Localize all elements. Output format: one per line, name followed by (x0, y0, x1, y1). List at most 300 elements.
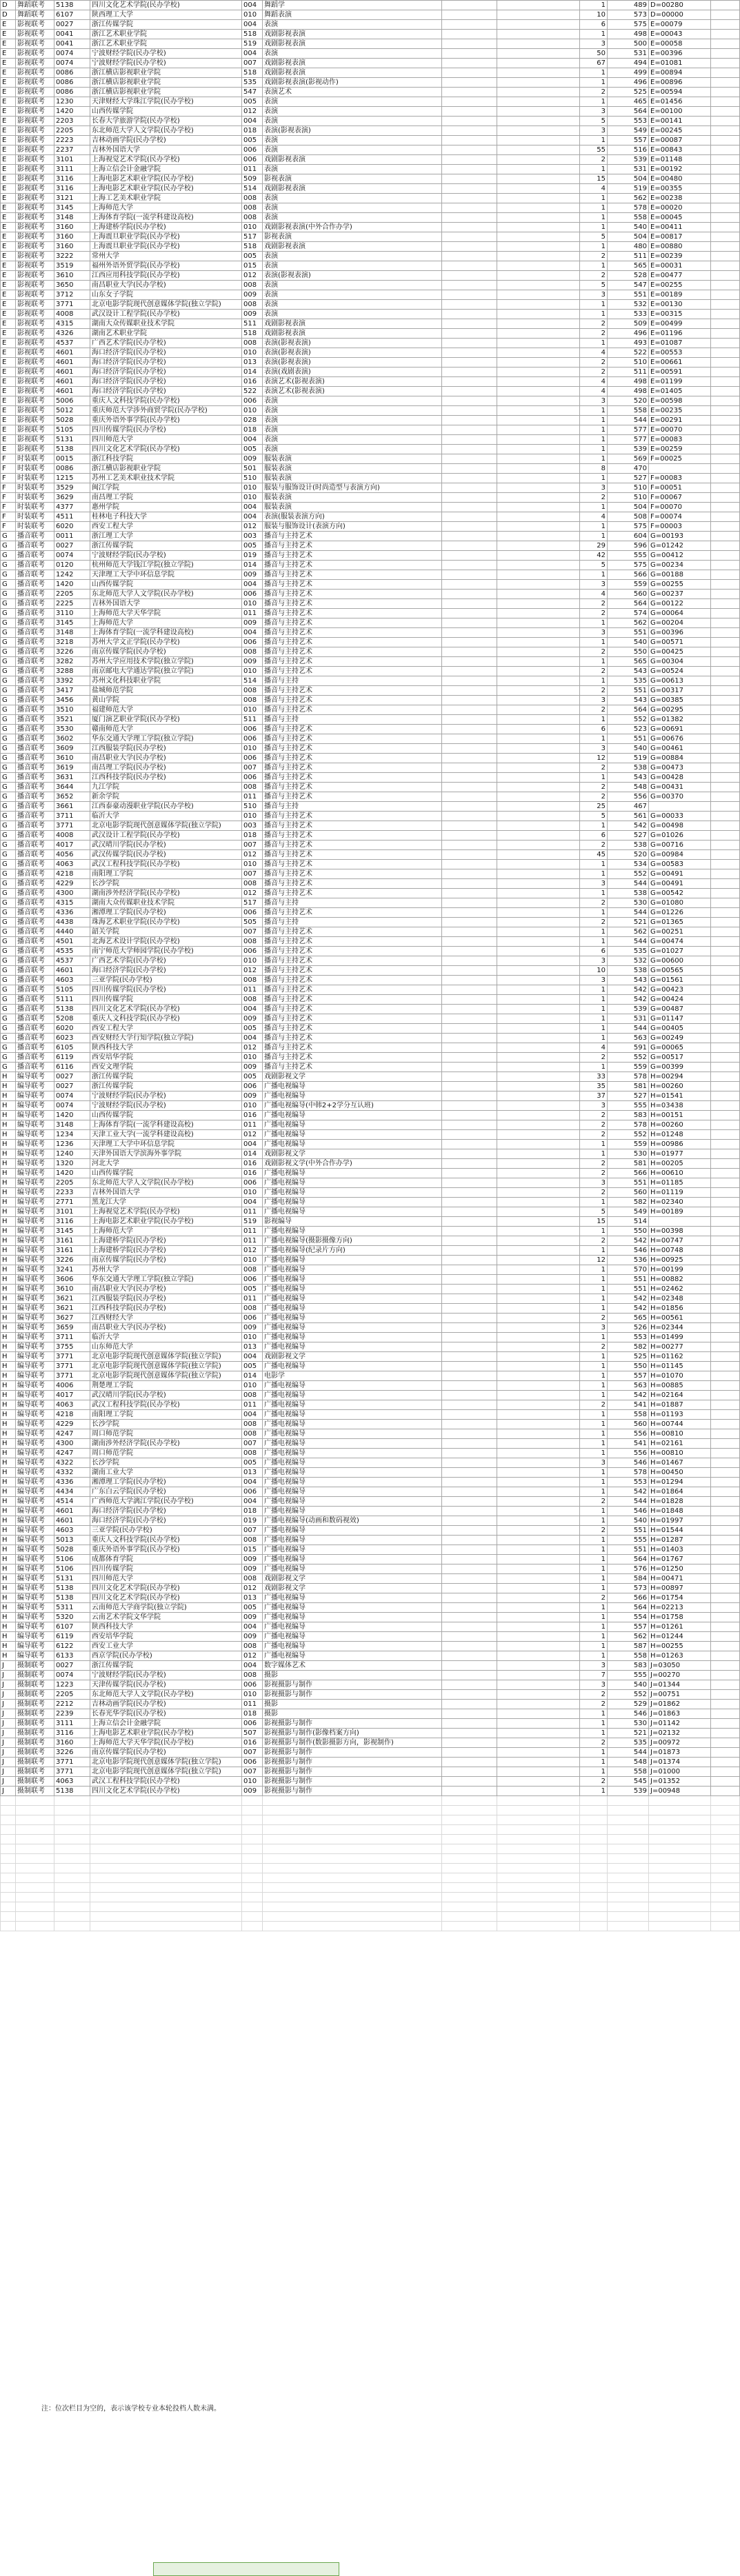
empty-cell[interactable] (442, 1458, 497, 1468)
empty-cell[interactable] (442, 754, 497, 763)
empty-cell[interactable] (442, 454, 497, 464)
rank-cell[interactable]: H=00260 (649, 1120, 711, 1130)
major-code-cell[interactable]: 009 (242, 1091, 263, 1101)
major-name-cell[interactable]: 播音与主持艺术 (263, 1034, 442, 1043)
exam-type-cell[interactable]: 影视联考 (16, 107, 54, 117)
rank-cell[interactable]: J=01344 (649, 1680, 711, 1690)
empty-cell[interactable] (242, 1922, 263, 1931)
empty-cell[interactable] (711, 107, 740, 117)
empty-cell[interactable] (711, 68, 740, 78)
empty-cell[interactable] (497, 1854, 580, 1864)
empty-cell[interactable] (711, 232, 740, 242)
score-cell[interactable]: 562 (608, 1632, 649, 1642)
major-code-cell[interactable]: 004 (242, 49, 263, 59)
school-code-cell[interactable]: 3148 (54, 1120, 90, 1130)
empty-cell[interactable] (442, 647, 497, 657)
empty-cell[interactable] (711, 792, 740, 802)
empty-cell[interactable] (442, 1091, 497, 1101)
empty-cell[interactable] (442, 10, 497, 20)
school-name-cell[interactable]: 长春光华学院(民办学校) (90, 1709, 242, 1719)
major-name-cell[interactable]: 影视摄影与制作(影像档案方向) (263, 1729, 442, 1738)
rank-cell[interactable]: G=01561 (649, 976, 711, 985)
plan-count-cell[interactable]: 4 (580, 512, 608, 522)
plan-count-cell[interactable]: 1 (580, 194, 608, 203)
major-name-cell[interactable]: 广播电视编导 (263, 1478, 442, 1487)
major-name-cell[interactable]: 播音与主持艺术 (263, 1043, 442, 1053)
empty-cell[interactable] (711, 1815, 740, 1825)
plan-count-cell[interactable]: 2 (580, 252, 608, 261)
rank-cell[interactable]: H=01848 (649, 1507, 711, 1516)
major-name-cell[interactable]: 表演 (263, 117, 442, 126)
batch-cell[interactable]: F (1, 522, 16, 532)
empty-cell[interactable] (54, 1883, 90, 1893)
empty-cell[interactable] (442, 1478, 497, 1487)
empty-cell[interactable] (497, 1844, 580, 1854)
empty-cell[interactable] (442, 1256, 497, 1265)
major-code-cell[interactable]: 004 (242, 1198, 263, 1207)
major-code-cell[interactable]: 007 (242, 1439, 263, 1449)
exam-type-cell[interactable]: 编导联考 (16, 1632, 54, 1642)
empty-cell[interactable] (442, 136, 497, 145)
school-code-cell[interactable]: 4535 (54, 947, 90, 956)
empty-cell[interactable] (711, 676, 740, 686)
school-name-cell[interactable]: 浙江理工大学 (90, 532, 242, 541)
plan-count-cell[interactable]: 1 (580, 203, 608, 213)
score-cell[interactable]: 535 (608, 947, 649, 956)
plan-count-cell[interactable]: 1 (580, 1381, 608, 1391)
score-cell[interactable]: 577 (608, 435, 649, 445)
empty-cell[interactable] (442, 1439, 497, 1449)
major-code-cell[interactable]: 016 (242, 1159, 263, 1169)
empty-cell[interactable] (497, 1371, 580, 1381)
school-code-cell[interactable]: 6105 (54, 1043, 90, 1053)
plan-count-cell[interactable]: 1 (580, 1545, 608, 1555)
plan-count-cell[interactable]: 7 (580, 1671, 608, 1680)
empty-cell[interactable] (711, 1873, 740, 1883)
empty-cell[interactable] (711, 512, 740, 522)
exam-type-cell[interactable]: 播音联考 (16, 1063, 54, 1072)
major-name-cell[interactable]: 广播电视编导 (263, 1622, 442, 1632)
major-code-cell[interactable]: 010 (242, 1777, 263, 1787)
major-code-cell[interactable]: 007 (242, 927, 263, 937)
empty-cell[interactable] (497, 416, 580, 425)
empty-cell[interactable] (442, 1207, 497, 1217)
school-name-cell[interactable]: 湖南工业大学 (90, 1468, 242, 1478)
empty-cell[interactable] (497, 1671, 580, 1680)
major-name-cell[interactable]: 播音与主持艺术 (263, 1014, 442, 1024)
school-name-cell[interactable]: 北京电影学院现代创意媒体学院(独立学院) (90, 1352, 242, 1362)
empty-cell[interactable] (580, 1912, 608, 1922)
exam-type-cell[interactable]: 摄制联考 (16, 1690, 54, 1700)
empty-cell[interactable] (711, 937, 740, 947)
score-cell[interactable]: 560 (608, 590, 649, 599)
empty-cell[interactable] (442, 1265, 497, 1275)
school-code-cell[interactable]: 3771 (54, 1352, 90, 1362)
major-name-cell[interactable]: 播音与主持艺术 (263, 1053, 442, 1063)
rank-cell[interactable]: G=00295 (649, 705, 711, 715)
empty-cell[interactable] (16, 1873, 54, 1883)
empty-cell[interactable] (442, 638, 497, 647)
empty-cell[interactable] (442, 1014, 497, 1024)
empty-cell[interactable] (497, 1468, 580, 1478)
empty-cell[interactable] (711, 1536, 740, 1545)
school-code-cell[interactable]: 4537 (54, 339, 90, 348)
batch-cell[interactable]: G (1, 667, 16, 676)
empty-cell[interactable] (242, 1815, 263, 1825)
rank-cell[interactable]: H=00294 (649, 1072, 711, 1082)
major-code-cell[interactable]: 008 (242, 213, 263, 223)
plan-count-cell[interactable]: 2 (580, 1120, 608, 1130)
school-name-cell[interactable]: 上海师范大学天华学院(民办学校) (90, 1738, 242, 1748)
plan-count-cell[interactable]: 15 (580, 1217, 608, 1227)
major-code-cell[interactable]: 012 (242, 850, 263, 860)
major-name-cell[interactable]: 影视摄影与制作(数影摄影方向，影视制作) (263, 1738, 442, 1748)
batch-cell[interactable]: G (1, 1053, 16, 1063)
batch-cell[interactable]: E (1, 117, 16, 126)
plan-count-cell[interactable]: 1 (580, 1285, 608, 1294)
score-cell[interactable]: 541 (608, 1400, 649, 1410)
rank-cell[interactable]: H=02164 (649, 1391, 711, 1400)
empty-cell[interactable] (1, 1893, 16, 1902)
school-name-cell[interactable]: 南阳理工学院 (90, 869, 242, 879)
school-name-cell[interactable]: 海口经济学院(民办学校) (90, 966, 242, 976)
plan-count-cell[interactable]: 1 (580, 1140, 608, 1149)
major-name-cell[interactable]: 表演 (263, 97, 442, 107)
empty-cell[interactable] (442, 126, 497, 136)
rank-cell[interactable]: G=01080 (649, 898, 711, 908)
rank-cell[interactable]: H=01119 (649, 1188, 711, 1198)
school-code-cell[interactable]: 5111 (54, 995, 90, 1005)
score-cell[interactable]: 565 (608, 657, 649, 667)
batch-cell[interactable]: G (1, 802, 16, 812)
plan-count-cell[interactable]: 1 (580, 1468, 608, 1478)
plan-count-cell[interactable]: 1 (580, 821, 608, 831)
empty-cell[interactable] (711, 1439, 740, 1449)
school-name-cell[interactable]: 陕西理工大学 (90, 10, 242, 20)
batch-cell[interactable]: E (1, 261, 16, 271)
major-code-cell[interactable]: 006 (242, 638, 263, 647)
school-code-cell[interactable]: 3771 (54, 300, 90, 310)
school-name-cell[interactable]: 苏州大学应用技术学院(独立学院) (90, 657, 242, 667)
empty-cell[interactable] (90, 1893, 242, 1902)
school-name-cell[interactable]: 四川文化艺术学院(民办学校) (90, 1787, 242, 1796)
exam-type-cell[interactable]: 影视联考 (16, 155, 54, 165)
empty-cell[interactable] (497, 1651, 580, 1661)
school-code-cell[interactable]: 0027 (54, 1082, 90, 1091)
plan-count-cell[interactable]: 1 (580, 937, 608, 947)
major-name-cell[interactable]: 服装表演 (263, 474, 442, 483)
plan-count-cell[interactable]: 33 (580, 1072, 608, 1082)
school-name-cell[interactable]: 北京电影学院现代创意媒体学院(独立学院) (90, 300, 242, 310)
school-name-cell[interactable]: 南京邮电大学通达学院(独立学院) (90, 667, 242, 676)
empty-cell[interactable] (442, 1758, 497, 1767)
school-name-cell[interactable]: 南昌职业大学(民办学校) (90, 1285, 242, 1294)
school-code-cell[interactable]: 1242 (54, 570, 90, 580)
empty-cell[interactable] (649, 1912, 711, 1922)
plan-count-cell[interactable]: 3 (580, 39, 608, 49)
batch-cell[interactable]: J (1, 1777, 16, 1787)
empty-cell[interactable] (442, 1738, 497, 1748)
empty-cell[interactable] (242, 1873, 263, 1883)
rank-cell[interactable]: H=01261 (649, 1622, 711, 1632)
school-code-cell[interactable]: 1230 (54, 97, 90, 107)
empty-cell[interactable] (711, 1487, 740, 1497)
plan-count-cell[interactable]: 1 (580, 339, 608, 348)
empty-cell[interactable] (442, 406, 497, 416)
exam-type-cell[interactable]: 编导联考 (16, 1545, 54, 1555)
batch-cell[interactable]: H (1, 1246, 16, 1256)
empty-cell[interactable] (497, 1787, 580, 1796)
batch-cell[interactable]: H (1, 1420, 16, 1429)
empty-cell[interactable] (497, 1362, 580, 1371)
empty-cell[interactable] (442, 1922, 497, 1931)
empty-cell[interactable] (442, 1400, 497, 1410)
major-name-cell[interactable]: 表演 (263, 136, 442, 145)
batch-cell[interactable]: G (1, 638, 16, 647)
school-name-cell[interactable]: 周口师范学院 (90, 1429, 242, 1439)
empty-cell[interactable] (497, 744, 580, 754)
empty-cell[interactable] (90, 1922, 242, 1931)
empty-cell[interactable] (442, 1661, 497, 1671)
major-name-cell[interactable]: 广播电视编导 (263, 1410, 442, 1420)
empty-cell[interactable] (442, 107, 497, 117)
rank-cell[interactable]: E=00235 (649, 406, 711, 416)
rank-cell[interactable]: H=00882 (649, 1275, 711, 1285)
school-name-cell[interactable]: 宁波财经学院(民办学校) (90, 59, 242, 68)
major-code-cell[interactable]: 514 (242, 676, 263, 686)
major-name-cell[interactable]: 影视摄影与制作 (263, 1787, 442, 1796)
plan-count-cell[interactable]: 1 (580, 416, 608, 425)
empty-cell[interactable] (711, 908, 740, 918)
major-code-cell[interactable]: 011 (242, 1700, 263, 1709)
major-code-cell[interactable]: 006 (242, 1719, 263, 1729)
school-code-cell[interactable]: 3606 (54, 1275, 90, 1285)
major-code-cell[interactable]: 518 (242, 30, 263, 39)
empty-cell[interactable] (711, 1, 740, 10)
empty-cell[interactable] (580, 1806, 608, 1815)
empty-cell[interactable] (442, 1864, 497, 1873)
batch-cell[interactable]: E (1, 387, 16, 396)
exam-type-cell[interactable]: 播音联考 (16, 676, 54, 686)
school-name-cell[interactable]: 西京学院(民办学校) (90, 1651, 242, 1661)
batch-cell[interactable]: J (1, 1719, 16, 1729)
empty-cell[interactable] (711, 1574, 740, 1584)
rank-cell[interactable]: G=01027 (649, 947, 711, 956)
exam-type-cell[interactable]: 播音联考 (16, 647, 54, 657)
empty-cell[interactable] (711, 715, 740, 725)
empty-cell[interactable] (711, 1825, 740, 1835)
school-name-cell[interactable]: 上海电影艺术职业学院(民办学校) (90, 184, 242, 194)
score-cell[interactable]: 604 (608, 532, 649, 541)
major-code-cell[interactable]: 014 (242, 368, 263, 377)
school-name-cell[interactable]: 苏州工艺美术职业技术学院 (90, 474, 242, 483)
empty-cell[interactable] (711, 734, 740, 744)
rank-cell[interactable]: G=00065 (649, 1043, 711, 1053)
rank-cell[interactable]: H=01977 (649, 1149, 711, 1159)
score-cell[interactable]: 526 (608, 1323, 649, 1333)
batch-cell[interactable]: J (1, 1758, 16, 1767)
score-cell[interactable]: 569 (608, 454, 649, 464)
school-code-cell[interactable]: 3510 (54, 705, 90, 715)
major-name-cell[interactable]: 播音与主持艺术 (263, 541, 442, 551)
major-name-cell[interactable]: 播音与主持艺术 (263, 618, 442, 628)
rank-cell[interactable]: H=02161 (649, 1439, 711, 1449)
empty-cell[interactable] (711, 1593, 740, 1603)
empty-cell[interactable] (442, 570, 497, 580)
exam-type-cell[interactable]: 编导联考 (16, 1362, 54, 1371)
rank-cell[interactable]: H=01193 (649, 1410, 711, 1420)
empty-cell[interactable] (497, 812, 580, 821)
empty-cell[interactable] (497, 1825, 580, 1835)
batch-cell[interactable]: E (1, 339, 16, 348)
plan-count-cell[interactable]: 3 (580, 1323, 608, 1333)
batch-cell[interactable]: H (1, 1410, 16, 1420)
school-code-cell[interactable]: 4229 (54, 1420, 90, 1429)
score-cell[interactable]: 536 (608, 1256, 649, 1265)
major-code-cell[interactable]: 012 (242, 1043, 263, 1053)
exam-type-cell[interactable]: 播音联考 (16, 618, 54, 628)
exam-type-cell[interactable]: 播音联考 (16, 927, 54, 937)
exam-type-cell[interactable]: 播音联考 (16, 628, 54, 638)
exam-type-cell[interactable]: 播音联考 (16, 1024, 54, 1034)
batch-cell[interactable]: G (1, 609, 16, 618)
major-name-cell[interactable]: 数字媒体艺术 (263, 1661, 442, 1671)
rank-cell[interactable]: H=01541 (649, 1091, 711, 1101)
rank-cell[interactable]: H=01864 (649, 1487, 711, 1497)
empty-cell[interactable] (497, 1429, 580, 1439)
empty-cell[interactable] (711, 1526, 740, 1536)
batch-cell[interactable]: G (1, 686, 16, 696)
school-code-cell[interactable]: 3160 (54, 223, 90, 232)
exam-type-cell[interactable]: 播音联考 (16, 821, 54, 831)
school-code-cell[interactable]: 6020 (54, 1024, 90, 1034)
school-code-cell[interactable]: 2205 (54, 590, 90, 599)
rank-cell[interactable]: E=00238 (649, 194, 711, 203)
empty-cell[interactable] (497, 271, 580, 281)
school-code-cell[interactable]: 3116 (54, 184, 90, 194)
major-name-cell[interactable]: 服装与服饰设计(时尚造型与表演方向) (263, 483, 442, 493)
empty-cell[interactable] (497, 1873, 580, 1883)
school-name-cell[interactable]: 南昌职业大学(民办学校) (90, 754, 242, 763)
score-cell[interactable]: 548 (608, 783, 649, 792)
empty-cell[interactable] (442, 474, 497, 483)
empty-cell[interactable] (497, 1159, 580, 1169)
empty-cell[interactable] (711, 145, 740, 155)
score-cell[interactable]: 555 (608, 1671, 649, 1680)
school-name-cell[interactable]: 上海师范大学 (90, 1227, 242, 1236)
major-code-cell[interactable]: 011 (242, 985, 263, 995)
school-code-cell[interactable]: 3160 (54, 232, 90, 242)
empty-cell[interactable] (16, 1902, 54, 1912)
major-code-cell[interactable]: 514 (242, 184, 263, 194)
school-name-cell[interactable]: 山东师范大学 (90, 1342, 242, 1352)
school-name-cell[interactable]: 惠州学院 (90, 503, 242, 512)
plan-count-cell[interactable]: 67 (580, 59, 608, 68)
rank-cell[interactable]: E=01148 (649, 155, 711, 165)
plan-count-cell[interactable]: 50 (580, 49, 608, 59)
school-code-cell[interactable]: 3148 (54, 628, 90, 638)
major-code-cell[interactable]: 010 (242, 493, 263, 503)
plan-count-cell[interactable]: 1 (580, 1574, 608, 1584)
school-code-cell[interactable]: 3111 (54, 1719, 90, 1729)
exam-type-cell[interactable]: 影视联考 (16, 368, 54, 377)
empty-cell[interactable] (497, 1439, 580, 1449)
score-cell[interactable]: 529 (608, 1700, 649, 1709)
major-code-cell[interactable]: 013 (242, 1468, 263, 1478)
plan-count-cell[interactable]: 4 (580, 387, 608, 396)
score-cell[interactable]: 557 (608, 136, 649, 145)
empty-cell[interactable] (711, 831, 740, 841)
exam-type-cell[interactable]: 编导联考 (16, 1439, 54, 1449)
empty-cell[interactable] (442, 1574, 497, 1584)
plan-count-cell[interactable]: 1 (580, 165, 608, 174)
empty-cell[interactable] (497, 1120, 580, 1130)
empty-cell[interactable] (242, 1864, 263, 1873)
empty-cell[interactable] (1, 1864, 16, 1873)
rank-cell[interactable]: H=00897 (649, 1584, 711, 1593)
empty-cell[interactable] (497, 49, 580, 59)
empty-cell[interactable] (442, 68, 497, 78)
score-cell[interactable]: 556 (608, 792, 649, 802)
rank-cell[interactable]: F=00067 (649, 493, 711, 503)
school-name-cell[interactable]: 山西传媒学院 (90, 1111, 242, 1120)
major-code-cell[interactable]: 519 (242, 1217, 263, 1227)
rank-cell[interactable]: E=00255 (649, 281, 711, 290)
empty-cell[interactable] (16, 1796, 54, 1806)
exam-type-cell[interactable]: 编导联考 (16, 1188, 54, 1198)
score-cell[interactable]: 581 (608, 1082, 649, 1091)
batch-cell[interactable]: H (1, 1178, 16, 1188)
school-code-cell[interactable]: 3610 (54, 1285, 90, 1294)
empty-cell[interactable] (580, 1922, 608, 1931)
empty-cell[interactable] (711, 1497, 740, 1507)
empty-cell[interactable] (442, 898, 497, 908)
plan-count-cell[interactable]: 3 (580, 580, 608, 590)
empty-cell[interactable] (442, 1680, 497, 1690)
empty-cell[interactable] (263, 1902, 442, 1912)
school-code-cell[interactable]: 4300 (54, 1439, 90, 1449)
batch-cell[interactable]: H (1, 1111, 16, 1120)
major-code-cell[interactable]: 008 (242, 194, 263, 203)
rank-cell[interactable]: G=01226 (649, 908, 711, 918)
major-name-cell[interactable]: 播音与主持艺术 (263, 937, 442, 947)
batch-cell[interactable]: G (1, 657, 16, 667)
empty-cell[interactable] (608, 1835, 649, 1844)
empty-cell[interactable] (442, 609, 497, 618)
plan-count-cell[interactable]: 6 (580, 20, 608, 30)
rank-cell[interactable]: G=00317 (649, 686, 711, 696)
major-code-cell[interactable]: 009 (242, 310, 263, 319)
plan-count-cell[interactable]: 2 (580, 1169, 608, 1178)
school-name-cell[interactable]: 珠海艺术职业学院(民办学校) (90, 918, 242, 927)
school-code-cell[interactable]: 4322 (54, 1458, 90, 1468)
rank-cell[interactable]: E=00189 (649, 290, 711, 300)
rank-cell[interactable]: E=00896 (649, 78, 711, 88)
major-code-cell[interactable]: 012 (242, 1584, 263, 1593)
empty-cell[interactable] (711, 966, 740, 976)
major-name-cell[interactable]: 舞蹈表演 (263, 10, 442, 20)
batch-cell[interactable]: G (1, 647, 16, 657)
school-code-cell[interactable]: 1420 (54, 580, 90, 590)
score-cell[interactable]: 560 (608, 1188, 649, 1198)
empty-cell[interactable] (497, 541, 580, 551)
exam-type-cell[interactable]: 影视联考 (16, 435, 54, 445)
rank-cell[interactable]: H=00810 (649, 1449, 711, 1458)
plan-count-cell[interactable]: 2 (580, 1690, 608, 1700)
score-cell[interactable]: 498 (608, 377, 649, 387)
school-code-cell[interactable]: 4063 (54, 860, 90, 869)
exam-type-cell[interactable]: 播音联考 (16, 609, 54, 618)
